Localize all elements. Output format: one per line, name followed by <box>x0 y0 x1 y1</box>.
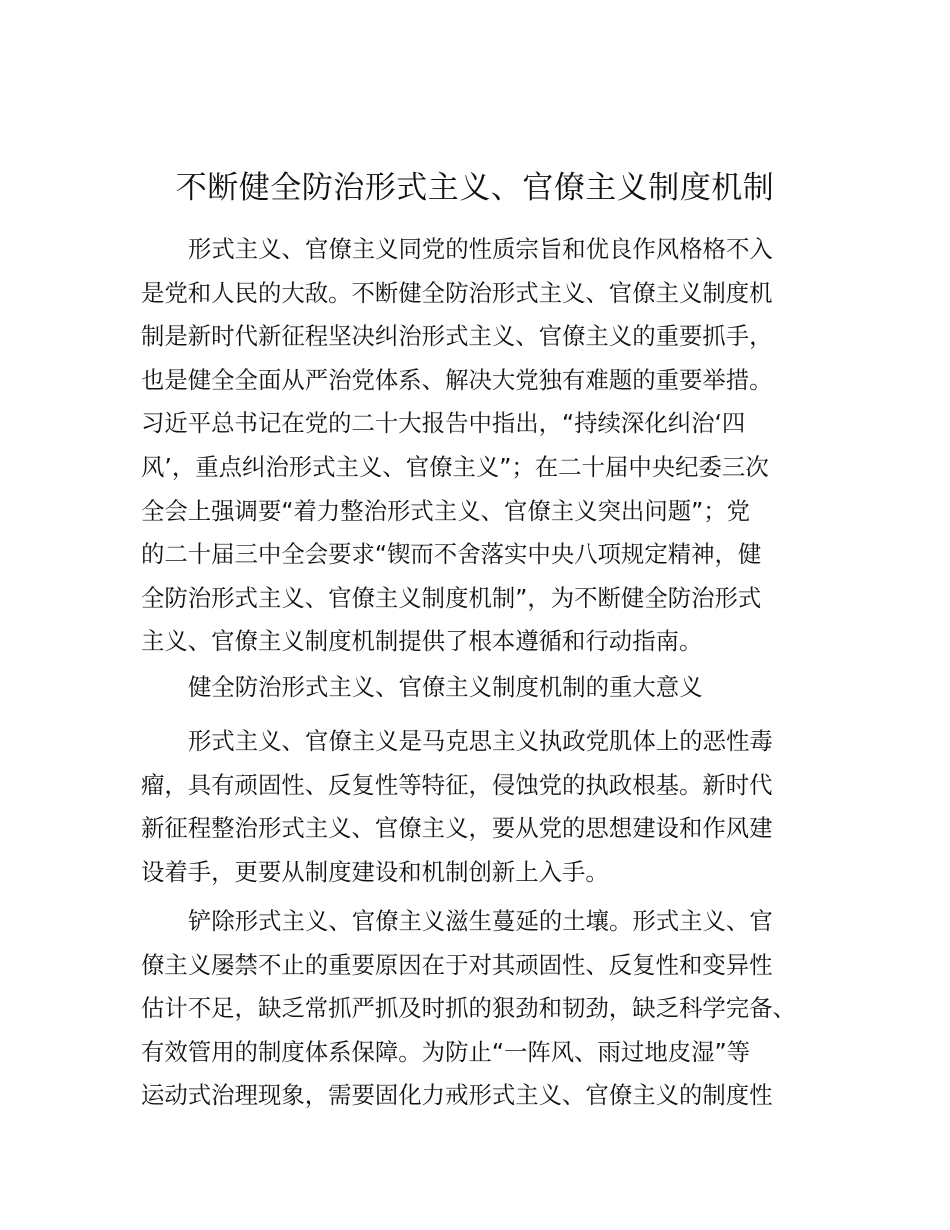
text-line: 铲除形式主义、官僚主义滋生蔓延的土壤。形式主义、官 <box>188 907 773 935</box>
text-line: 主义、官僚主义制度机制提供了根本遵循和行动指南。 <box>141 627 703 656</box>
text-line: 的二十届三中全会要求“锲而不舍落实中央八项规定精神，健 <box>141 540 762 569</box>
section-heading <box>141 666 816 710</box>
text-line: 全防治形式主义、官僚主义制度机制”，为不断健全防治形式 <box>141 583 762 612</box>
paragraph-eradicate <box>141 900 816 1118</box>
text-line: 运动式治理现象，需要固化力戒形式主义、官僚主义的制度性 <box>141 1081 773 1110</box>
paragraph-intro <box>141 228 816 664</box>
paragraph-significance <box>141 720 816 894</box>
document-title: 不断健全防治形式主义、官僚主义制度机制 <box>175 170 775 206</box>
text-line: 全会上强调要“着力整治形式主义、官僚主义突出问题”；党 <box>141 496 750 525</box>
text-line: 形式主义、官僚主义同党的性质宗旨和优良作风格格不入 <box>188 235 773 263</box>
text-line: 也是健全全面从严治党体系、解决大党独有难题的重要举措。 <box>141 365 773 394</box>
text-line: 是党和人民的大敌。不断健全防治形式主义、官僚主义制度机 <box>141 278 773 307</box>
text-line: 风’，重点纠治形式主义、官僚主义”；在二十届中央纪委三次 <box>141 452 769 481</box>
text-line: 瘤，具有顽固性、反复性等特征，侵蚀党的执政根基。新时代 <box>141 770 773 799</box>
text-line: 估计不足，缺乏常抓严抓及时抓的狠劲和韧劲，缺乏科学完备、 <box>141 994 796 1023</box>
text-line: 设着手，更要从制度建设和机制创新上入手。 <box>141 857 609 886</box>
text-line: 有效管用的制度体系保障。为防止“一阵风、雨过地皮湿”等 <box>141 1037 750 1066</box>
text-line: 形式主义、官僚主义是马克思主义执政党肌体上的恶性毒 <box>188 727 773 755</box>
text-line: 僚主义屡禁不止的重要原因在于对其顽固性、反复性和变异性 <box>141 950 773 979</box>
text-line: 习近平总书记在党的二十大报告中指出，“持续深化纠治‘四 <box>141 409 746 438</box>
text-line: 制是新时代新征程坚决纠治形式主义、官僚主义的重要抓手， <box>141 322 773 351</box>
section-heading-text: 健全防治形式主义、官僚主义制度机制的重大意义 <box>188 673 703 701</box>
text-line: 新征程整治形式主义、官僚主义，要从党的思想建设和作风建 <box>141 814 773 843</box>
